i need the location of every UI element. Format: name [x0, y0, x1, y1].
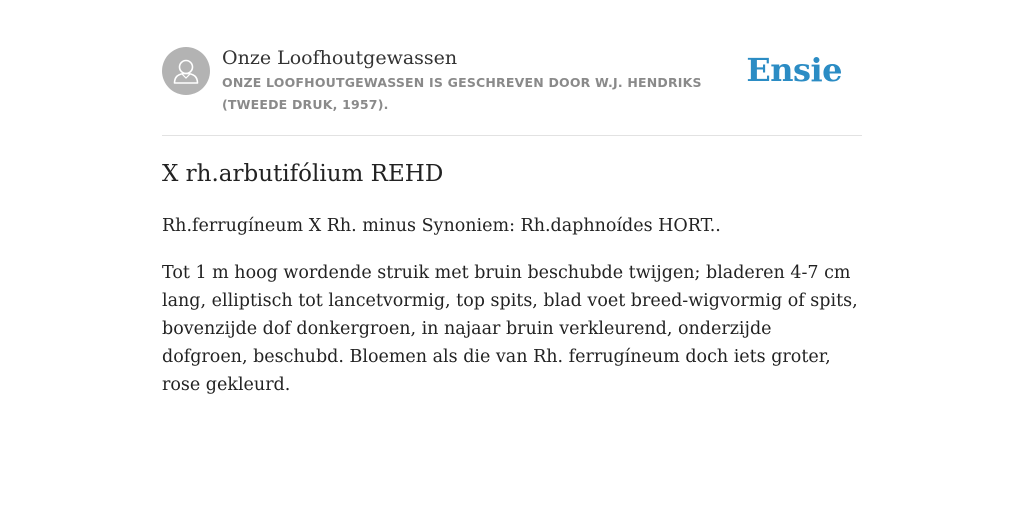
header-divider: [162, 135, 862, 136]
entry-title: X rh.arbutifólium REHD: [162, 161, 444, 187]
entry-paragraph-synonyms: Rh.ferrugíneum X Rh. minus Synoniem: Rh.daphnoídes HORT..: [162, 216, 721, 236]
source-title[interactable]: Onze Loofhoutgewassen: [222, 47, 458, 69]
user-silhouette-icon: [162, 47, 210, 95]
source-description: ONZE LOOFHOUTGEWASSEN IS GESCHREVEN DOOR W.J. HENDRIKS (TWEEDE DRUK, 1957).: [222, 75, 702, 112]
ensie-logo[interactable]: Ensie: [746, 51, 842, 89]
entry-paragraph-description: Tot 1 m hoog wordende struik met bruin beschubde twijgen; bladeren 4-7 cm lang, elliptisch tot lancetvormig, top spits, blad voet breed-wigvormig of spits, bovenzijde dof donkergroen, in najaar bruin verkleurend, onderzijde dofgroen, beschubd. Bloemen als die van Rh. ferrugíneum doch iets groter, rose gekleurd.: [162, 263, 858, 395]
source-avatar: [162, 47, 210, 95]
